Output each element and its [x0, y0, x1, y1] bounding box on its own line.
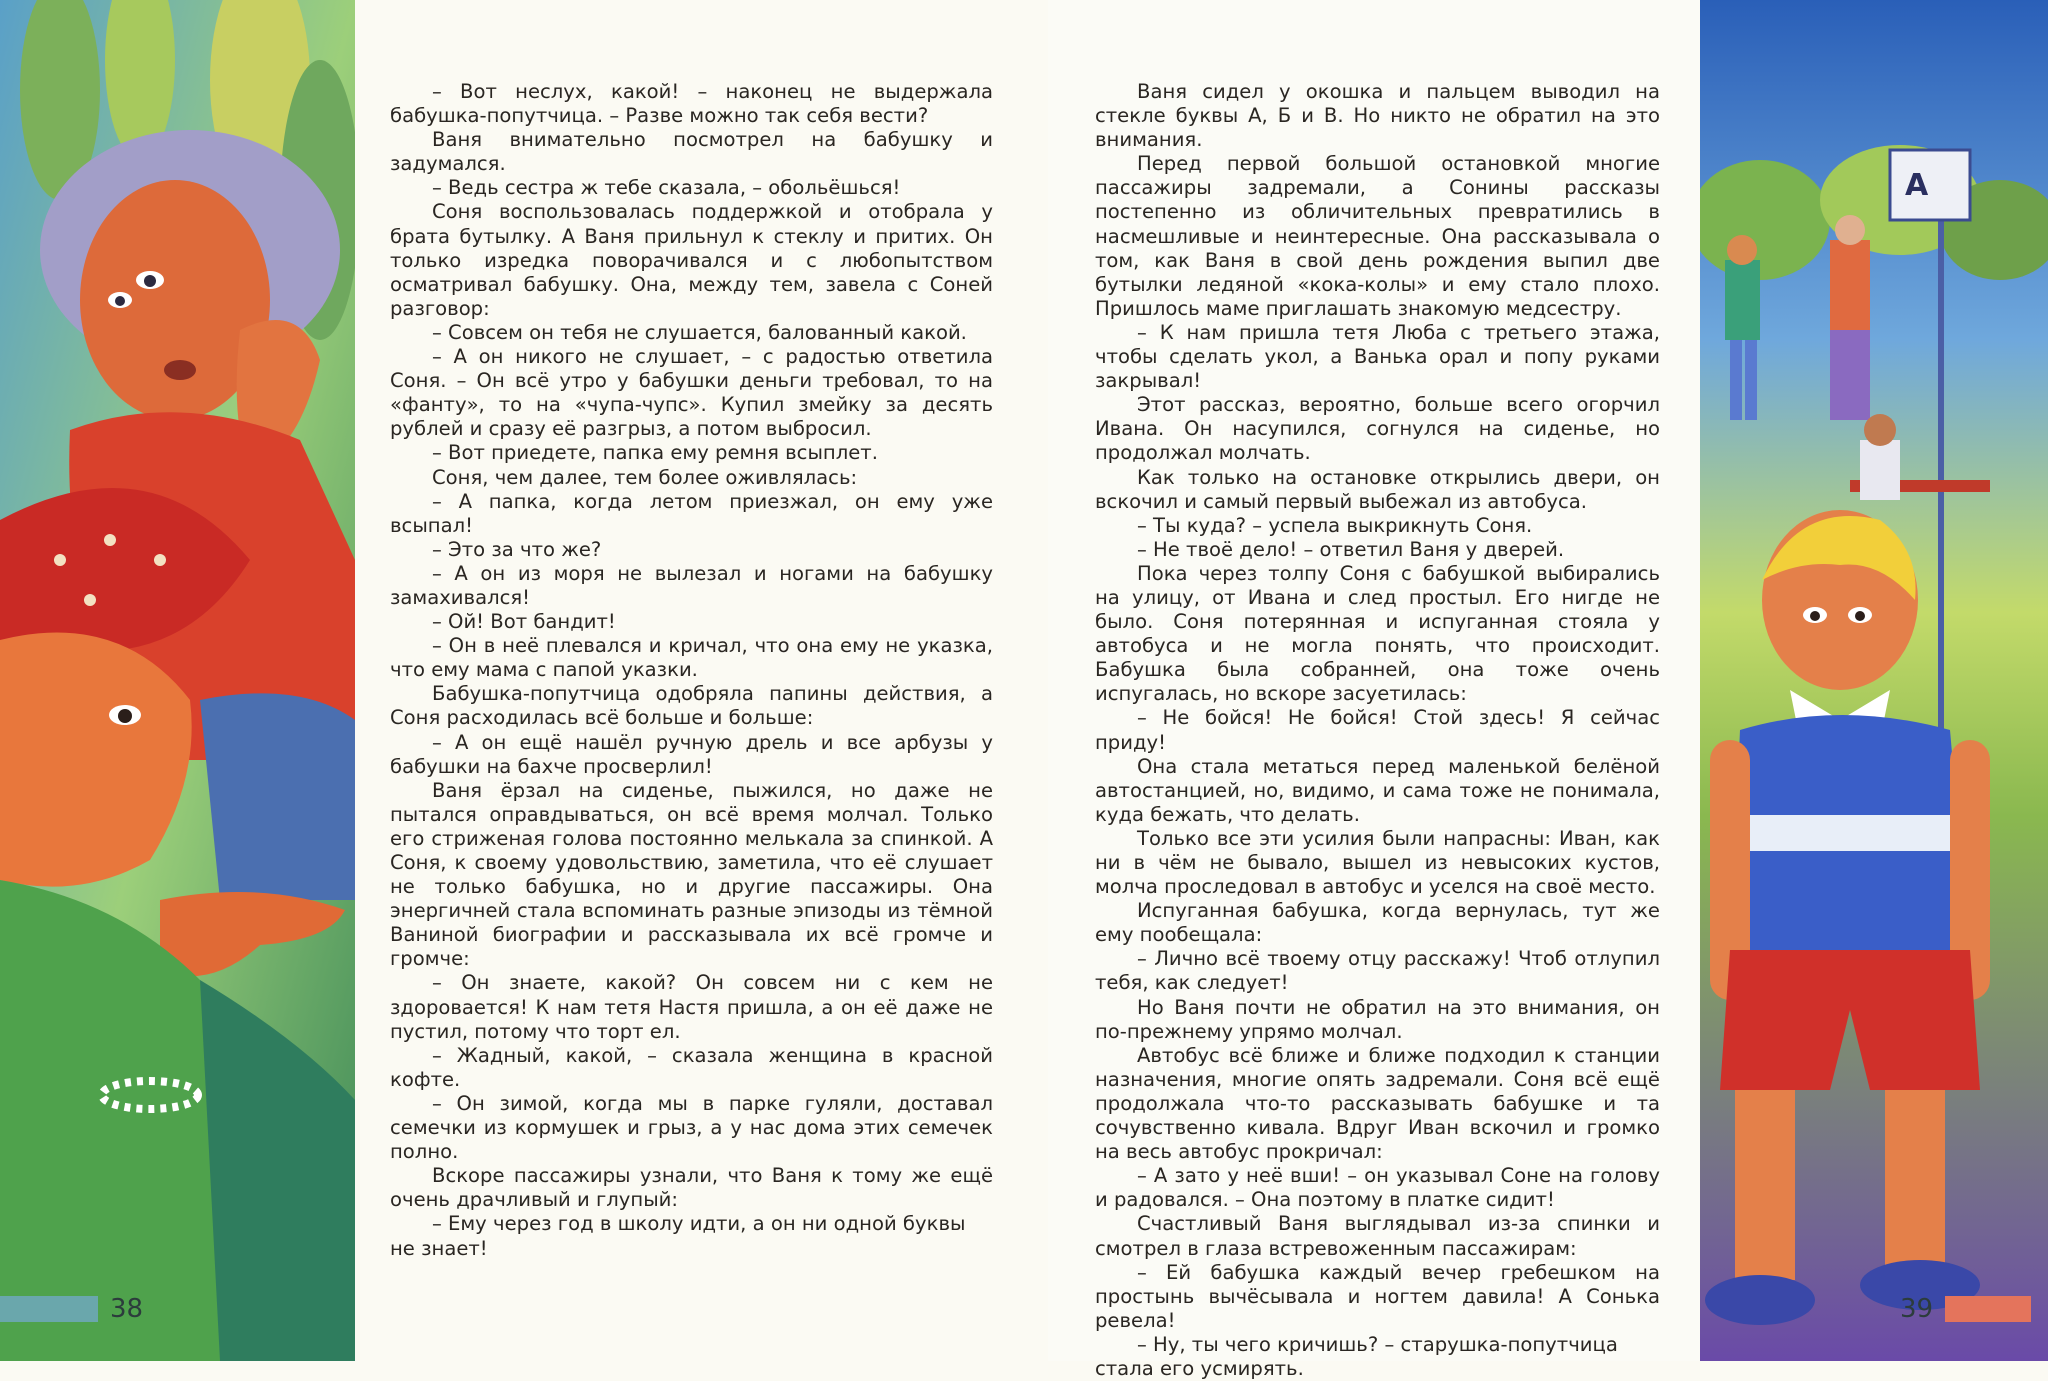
page-number-bar — [0, 1296, 98, 1322]
paragraph: Но Ваня почти не обратил на это внимания, он по-прежнему упрямо молчал. — [1095, 995, 1660, 1043]
paragraph: Ваня ёрзал на сиденье, пыжился, но даже не пытался оправдываться, он всё время молчал. Только его стриженая голова постоянно мелькала за спинкой. А Соня, к своему удовольствию, заметила, что её слушает не только бабушка, но и другие пассажиры. Она энергичней стала вспоминать разные эпизоды из тёмной Ваниной биографии и рассказывала их всё громче и громче: — [390, 778, 993, 971]
paragraph: Перед первой большой остановкой многие пассажиры задремали, а Сонины рассказы постепенно из обличительных превратились в насмешливые и неинтересные. Она рассказывала о том, как Ваня в свой день рождения выпил две бутылки ледяной «кока-колы» и ему стало плохо. Пришлось маме приглашать знакомую медсестру. — [1095, 152, 1660, 320]
page-number-left — [0, 1290, 143, 1328]
paragraph: Автобус всё ближе и ближе подходил к станции назначения, многие опять задремали. Соня всё ещё продолжала что-то рассказывать бабушке и та сочувственно кивала. Вдруг Иван вскочил и громко на весь автобус прокричал: — [1095, 1043, 1660, 1164]
paragraph: Как только на остановке открылись двери, он вскочил и самый первый выбежал из автобуса. — [1095, 465, 1660, 513]
paragraph: – Вот приедете, папка ему ремня всыплет. — [432, 441, 878, 465]
paragraph: – Он знаете, какой? Он совсем ни с кем не здоровается! К нам тетя Настя пришла, а он её даже не пустил, потому что торт ел. — [390, 971, 993, 1043]
paragraph: – Ему через год в школу идти, а он ни одной буквы не знает! — [390, 1212, 966, 1260]
page-number-bar — [1945, 1296, 2031, 1322]
paragraph: – Ей бабушка каждый вечер гребешком на простынь вычёсывала и ногтем давила! А Сонька ревела! — [1095, 1260, 1660, 1332]
paragraph: – Ты куда? – успела выкрикнуть Соня. — [1137, 513, 1533, 537]
page-right — [1048, 0, 1700, 1380]
paragraph: – Ну, ты чего кричишь? – старушка-попутчица стала его усмирять. — [1095, 1332, 1618, 1380]
page-number-right — [1900, 1290, 2031, 1328]
paragraph: – Он зимой, когда мы в парке гуляли, доставал семечки из кормушек и грыз, а у нас дома этих семечек полно. — [390, 1091, 993, 1164]
paragraph: – Он в неё плевался и кричал, что она ему не указка, что ему мама с папой указки. — [390, 634, 993, 682]
paragraph: – А зато у неё вши! – он указывал Соне на голову и радовался. – Она поэтому в платке сидит! — [1095, 1164, 1660, 1212]
paragraph: Она стала метаться перед маленькой белёной автостанцией, но, видимо, и сама тоже не понимала, куда бежать, что делать. — [1095, 754, 1660, 826]
paragraph: – Жадный, какой, – сказала женщина в красной кофте. — [390, 1043, 993, 1091]
paragraph: Счастливый Ваня выглядывал из-за спинки и смотрел в глаза встревоженным пассажирам: — [1095, 1212, 1660, 1260]
paragraph: Ваня сидел у окошка и пальцем выводил на стекле буквы А, Б и В. Но никто не обратил на это внимания. — [1095, 80, 1660, 152]
paragraph: Этот рассказ, вероятно, больше всего огорчил Ивана. Он насупился, согнулся на сиденье, но продолжал молчать. — [1095, 393, 1660, 465]
paragraph: Пока через толпу Соня с бабушкой выбирались на улицу, от Ивана и след простыл. Его нигде не было. Соня потерянная и испуганная стояла у автобуса и не могла понять, что происходит. Бабушка была собранней, она тоже очень испугалась, но вскоре засуетилась: — [1095, 561, 1660, 706]
paragraph: – Это за что же? — [432, 537, 602, 561]
paragraph: Ваня внимательно посмотрел на бабушку и задумался. — [390, 128, 993, 176]
page-number: 38 — [110, 1294, 144, 1324]
paragraph: Бабушка-попутчица одобряла папины действия, а Соня расходилась всё больше и больше: — [390, 682, 993, 730]
page-number: 39 — [1900, 1294, 1934, 1324]
paragraph: Только все эти усилия были напрасны: Иван, как ни в чём не бывало, вышел из невысоких кустов, молча проследовал в автобус и уселся на своё место. — [1095, 826, 1660, 899]
paragraph: – Не бойся! Не бойся! Стой здесь! Я сейчас приду! — [1095, 706, 1660, 754]
paragraph: – К нам пришла тетя Люба с третьего этажа, чтобы сделать укол, а Ванька орал и попу руками закрывал! — [1095, 320, 1660, 393]
paragraph: – Ой! Вот бандит! — [432, 610, 616, 634]
paragraph: – А папка, когда летом приезжал, он ему уже всыпал! — [390, 489, 993, 537]
paragraph: Соня воспользовалась поддержкой и отобрала у брата бутылку. А Ваня прильнул к стеклу и притих. Он только изредка поворачивался и с любопытством осматривал бабушку. Она, между тем, завела с Соней разговор: — [390, 200, 993, 320]
paragraph: Соня, чем далее, тем более оживлялась: — [432, 465, 858, 489]
paragraph: – Совсем он тебя не слушается, балованный какой. — [432, 320, 967, 344]
bus-stop-sign-letter: А — [1905, 168, 1929, 203]
paragraph: – А он ещё нашёл ручную дрель и все арбузы у бабушки на бахче просверлил! — [390, 730, 993, 778]
paragraph: – Не твоё дело! – ответил Ваня у дверей. — [1137, 537, 1565, 561]
paragraph: – Вот неслух, какой! – наконец не выдержала бабушка-попутчица. – Разве можно так себя вести? — [390, 80, 993, 128]
paragraph: – Лично всё твоему отцу расскажу! Чтоб отлупил тебя, как следует! — [1095, 947, 1660, 995]
illustration-left — [0, 0, 355, 1361]
paragraph: Испуганная бабушка, когда вернулась, тут же ему пообещала: — [1095, 899, 1660, 947]
left-text-column — [390, 80, 993, 1261]
paragraph: – А он из моря не вылезал и ногами на бабушку замахивался! — [390, 561, 993, 609]
paragraph: Вскоре пассажиры узнали, что Ваня к тому же ещё очень драчливый и глупый: — [390, 1164, 993, 1212]
right-text-column — [1095, 80, 1660, 1381]
page-left — [355, 0, 1048, 1361]
illustration-right — [1700, 0, 2048, 1361]
paragraph: – А он никого не слушает, – с радостью ответила Соня. – Он всё утро у бабушки деньги требовал, то на «фанту», то на «чупа-чупс». Купил змейку за десять рублей и сразу её разгрыз, а потом выбросил. — [390, 345, 993, 441]
paragraph: – Ведь сестра ж тебе сказала, – обольёшься! — [432, 176, 901, 200]
